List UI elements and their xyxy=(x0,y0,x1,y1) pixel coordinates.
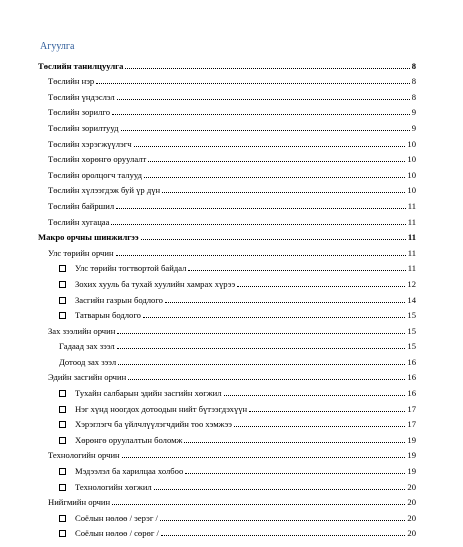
square-bullet-icon xyxy=(59,421,66,428)
toc-entry-label xyxy=(59,482,152,492)
square-bullet-icon xyxy=(59,281,66,288)
toc-entry-label xyxy=(59,388,222,398)
dot-leader xyxy=(154,489,406,490)
dot-leader xyxy=(117,348,406,349)
square-bullet-icon xyxy=(59,530,66,537)
toc-page-number: 19 xyxy=(407,450,416,461)
toc-entry-label xyxy=(48,217,109,227)
toc-entry[interactable] xyxy=(38,227,416,243)
toc-page-number: 9 xyxy=(411,122,416,133)
dot-leader xyxy=(161,535,406,536)
dot-leader xyxy=(162,192,405,193)
toc-entry[interactable] xyxy=(38,367,416,383)
dot-leader xyxy=(116,255,406,256)
toc-entry-text: Мэдээлэл ба харилцаа холбоо xyxy=(75,466,184,477)
toc-entry[interactable] xyxy=(38,382,416,398)
toc-entry-label xyxy=(48,450,120,460)
toc-page-number: 8 xyxy=(411,76,416,87)
dot-leader xyxy=(118,364,405,365)
toc-page-number: 14 xyxy=(407,294,416,305)
dot-leader xyxy=(128,379,405,380)
toc-entry-label xyxy=(48,248,114,258)
toc-page-number: 20 xyxy=(407,497,416,508)
toc-page-number: 17 xyxy=(407,419,416,430)
toc-page-number: 15 xyxy=(407,310,416,321)
toc-entry-label xyxy=(48,92,115,102)
toc-entry[interactable] xyxy=(38,460,416,476)
square-bullet-icon xyxy=(59,468,66,475)
dot-leader xyxy=(117,333,405,334)
dot-leader xyxy=(184,442,405,443)
dot-leader xyxy=(134,146,406,147)
dot-leader xyxy=(249,411,405,412)
square-bullet-icon xyxy=(59,297,66,304)
toc-entry[interactable] xyxy=(38,195,416,211)
toc-entry-label xyxy=(48,326,115,336)
dot-leader xyxy=(234,426,405,427)
toc-entry-label xyxy=(59,513,158,523)
toc-entry-label xyxy=(59,341,115,351)
toc-entry-text: Макро орчны шинжилгээ xyxy=(38,232,139,243)
toc-page-number: 8 xyxy=(411,60,416,71)
toc-entry[interactable] xyxy=(38,320,416,336)
toc-entry-text: Зохих хууль ба тухай хуулийн хамрах хүрээ xyxy=(75,278,236,289)
toc-page-number: 15 xyxy=(407,325,416,336)
toc-entry[interactable] xyxy=(38,523,416,539)
dot-leader xyxy=(144,177,405,178)
toc-entry-label xyxy=(38,61,123,71)
toc-page-number: 11 xyxy=(407,216,416,227)
toc-entry-text: Төслийн нэр xyxy=(48,76,95,87)
toc-entry-text: Гадаад зах зээл xyxy=(59,341,115,352)
toc-entry-text: Төслийн байршил xyxy=(48,200,115,211)
toc-page-number: 11 xyxy=(407,247,416,258)
toc-entry-text: Нийгмийн орчин xyxy=(48,497,111,508)
toc-entry[interactable] xyxy=(38,507,416,523)
toc-entry-text: Улс төрийн орчин xyxy=(48,247,114,258)
toc-page-number: 19 xyxy=(407,434,416,445)
toc-page-number: 10 xyxy=(407,185,416,196)
toc-entry-text: Төслийн хугацаа xyxy=(48,216,110,227)
toc-entry-text: Төслийн үндэслэл xyxy=(48,91,115,102)
toc-entry-label xyxy=(59,357,116,367)
dot-leader xyxy=(165,302,405,303)
toc-entry-text: Төслийн хүлээгдэж буй үр дүн xyxy=(48,185,161,196)
dot-leader xyxy=(111,224,405,225)
toc-entry[interactable] xyxy=(38,133,416,149)
toc-entry-text: Дотоод зах зээл xyxy=(59,356,117,367)
toc-entry-label xyxy=(48,154,146,164)
toc-entry-label xyxy=(38,232,139,242)
toc-entry-label xyxy=(48,107,110,117)
toc-entry[interactable] xyxy=(38,211,416,227)
toc-entry-text: Татварын бодлого xyxy=(75,310,141,321)
toc-entry[interactable] xyxy=(38,149,416,165)
toc-entry-label xyxy=(59,528,159,538)
square-bullet-icon xyxy=(59,437,66,444)
toc-entry-text: Төслийн зорилтууд xyxy=(48,122,119,133)
toc-entry-label xyxy=(48,372,126,382)
dot-leader xyxy=(117,99,410,100)
dot-leader xyxy=(141,239,406,240)
toc-entry-label xyxy=(59,435,182,445)
toc-page-number: 11 xyxy=(407,200,416,211)
toc-page-number: 16 xyxy=(407,388,416,399)
toc-entry-label xyxy=(48,170,142,180)
dot-leader xyxy=(237,286,405,287)
toc-page-number: 11 xyxy=(407,232,416,243)
toc-entry-label xyxy=(48,139,132,149)
dot-leader xyxy=(224,395,406,396)
toc-entry-label xyxy=(59,419,232,429)
square-bullet-icon xyxy=(59,390,66,397)
toc-page-number: 16 xyxy=(407,372,416,383)
toc-page-number: 8 xyxy=(411,91,416,102)
toc-entry[interactable] xyxy=(38,117,416,133)
toc-page-number: 17 xyxy=(407,403,416,414)
dot-leader xyxy=(112,114,410,115)
toc-page-number: 11 xyxy=(407,263,416,274)
toc-entry[interactable] xyxy=(38,476,416,492)
toc-entry-label xyxy=(59,279,235,289)
dot-leader xyxy=(112,504,405,505)
toc-entry-text: Хөрөнгө оруулалтын боломж xyxy=(75,434,183,445)
toc-entry[interactable] xyxy=(38,429,416,445)
dot-leader xyxy=(121,130,410,131)
toc-entry[interactable] xyxy=(38,336,416,352)
toc-page-number: 15 xyxy=(407,341,416,352)
toc-entry-text: Төслийн танилцуулга xyxy=(38,60,124,71)
dot-leader xyxy=(122,457,406,458)
dot-leader xyxy=(143,317,405,318)
toc-title: Агуулга xyxy=(40,41,75,52)
toc-entry-text: Төслийн оролцогч талууд xyxy=(48,169,143,180)
toc-entry[interactable] xyxy=(38,55,416,71)
toc-entry-text: Эдийн засгийн орчин xyxy=(48,372,127,383)
toc-entry[interactable] xyxy=(38,164,416,180)
toc-entry[interactable] xyxy=(38,102,416,118)
toc-entry[interactable] xyxy=(38,258,416,274)
toc-page-number: 20 xyxy=(407,528,416,539)
toc-entry[interactable] xyxy=(38,305,416,321)
toc-entry-text: Зах зээлийн орчин xyxy=(48,325,116,336)
toc-entry-text: Төслийн хэрэгжүүлэгч xyxy=(48,138,132,149)
toc-page-number: 20 xyxy=(407,512,416,523)
square-bullet-icon xyxy=(59,312,66,319)
square-bullet-icon xyxy=(59,406,66,413)
toc-entry-label xyxy=(59,263,186,273)
dot-leader xyxy=(185,473,405,474)
toc-page-number: 10 xyxy=(407,138,416,149)
toc-page-number: 20 xyxy=(407,481,416,492)
toc-entry-text: Соёлын нөлөө / эерэг / xyxy=(75,512,158,523)
toc-page-number: 19 xyxy=(407,466,416,477)
toc-page-number: 12 xyxy=(407,278,416,289)
toc-entry-label xyxy=(59,466,183,476)
toc-entry-label xyxy=(48,76,94,86)
toc-entry-text: Засгийн газрын бодлого xyxy=(75,294,163,305)
toc-entry-label xyxy=(48,185,160,195)
toc-entry[interactable] xyxy=(38,351,416,367)
square-bullet-icon xyxy=(59,265,66,272)
toc-entry-text: Төслийн хөрөнгө оруулалт xyxy=(48,154,147,165)
square-bullet-icon xyxy=(59,484,66,491)
toc-entry-text: Төслийн зорилго xyxy=(48,107,111,118)
toc-entry[interactable] xyxy=(38,398,416,414)
toc-entry-text: Технологийн хөгжил xyxy=(75,481,152,492)
toc-entry[interactable] xyxy=(38,289,416,305)
toc-page-number: 16 xyxy=(407,356,416,367)
dot-leader xyxy=(125,68,409,69)
dot-leader xyxy=(160,520,406,521)
dot-leader xyxy=(148,161,405,162)
toc-entry-label xyxy=(48,201,114,211)
toc-entry[interactable] xyxy=(38,445,416,461)
toc-entry-text: Тухайн салбарын эдийн засгийн хөгжил xyxy=(75,388,222,399)
toc-entry[interactable] xyxy=(38,492,416,508)
toc-entry[interactable] xyxy=(38,273,416,289)
toc-entry-text: Технологийн орчин xyxy=(48,450,120,461)
toc-entry-text: Хэрэглэгч ба үйлчлүүлэгчдийн тоо хэмжээ xyxy=(75,419,232,430)
toc-entry-label xyxy=(59,295,163,305)
dot-leader xyxy=(96,83,410,84)
toc-entry[interactable] xyxy=(38,414,416,430)
toc-page-number: 10 xyxy=(407,169,416,180)
toc-entry-text: Нэг хүнд ноогдох дотоодын нийт бүтээгдэхүүн xyxy=(75,403,248,414)
toc-entry[interactable] xyxy=(38,86,416,102)
toc-entry[interactable] xyxy=(38,242,416,258)
toc-entry[interactable] xyxy=(38,71,416,87)
toc-entry-text: Соёлын нөлөө / сөрөг / xyxy=(75,528,159,539)
toc-page-number: 10 xyxy=(407,154,416,165)
toc-entry-label xyxy=(59,404,247,414)
table-of-contents xyxy=(38,55,416,538)
square-bullet-icon xyxy=(59,515,66,522)
toc-entry-text: Улс төрийн тогтвортой байдал xyxy=(75,263,187,274)
toc-entry-label xyxy=(48,497,110,507)
toc-entry-label xyxy=(48,123,119,133)
toc-entry[interactable] xyxy=(38,180,416,196)
toc-entry-label xyxy=(59,310,141,320)
dot-leader xyxy=(116,208,406,209)
toc-page-number: 9 xyxy=(411,107,416,118)
dot-leader xyxy=(188,270,405,271)
